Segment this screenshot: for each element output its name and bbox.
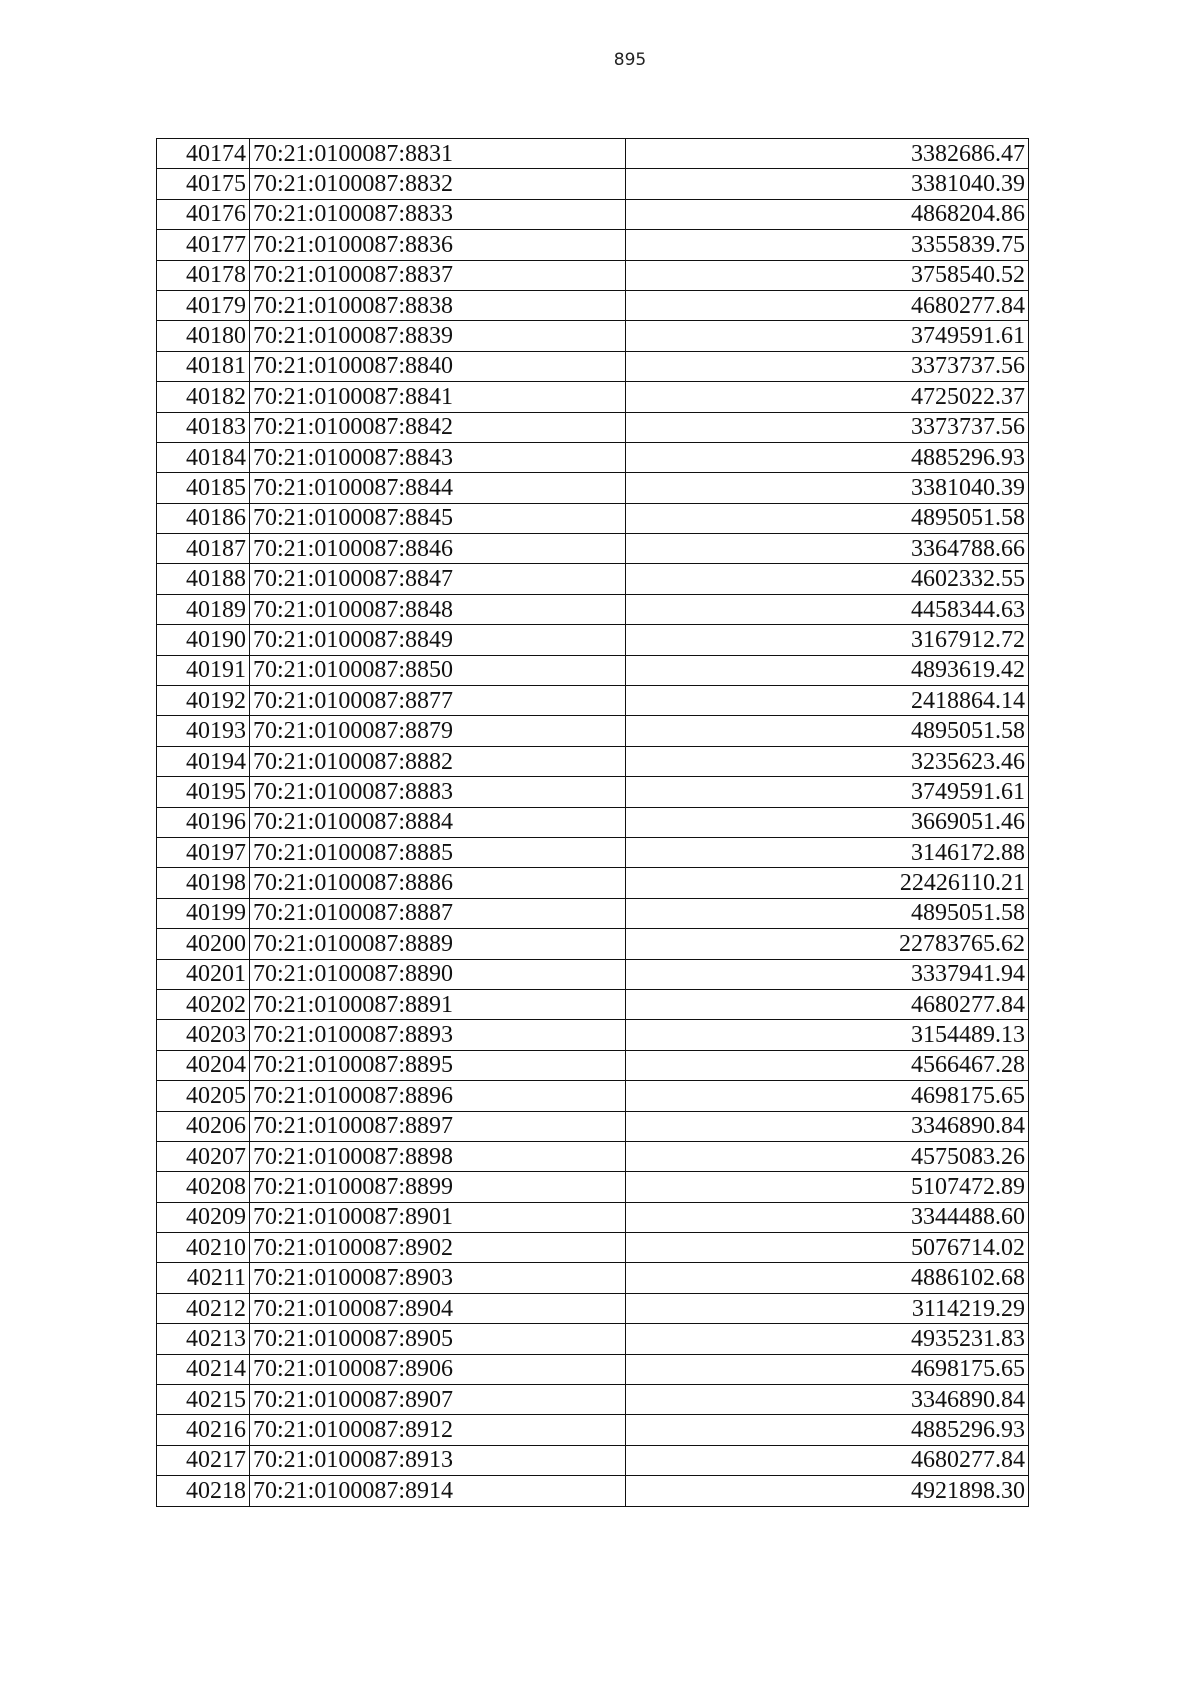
row-number-cell: 40184 [157,442,250,472]
cadastral-value-cell: 4885296.93 [626,1415,1029,1445]
table-row [157,1141,1029,1171]
cadastral-value-cell: 4893619.42 [626,655,1029,685]
row-number-cell: 40210 [157,1233,250,1263]
row-number-cell: 40177 [157,230,250,260]
cadastral-number-cell: 70:21:0100087:8912 [250,1415,626,1445]
cadastral-value-cell: 4725022.37 [626,382,1029,412]
row-number-cell: 40217 [157,1445,250,1475]
table-row [157,686,1029,716]
row-number-cell: 40174 [157,139,250,169]
cadastral-number-cell: 70:21:0100087:8891 [250,989,626,1019]
row-number-cell: 40214 [157,1354,250,1384]
cadastral-number-cell: 70:21:0100087:8899 [250,1172,626,1202]
cadastral-number-cell: 70:21:0100087:8845 [250,503,626,533]
cadastral-value-cell: 22426110.21 [626,868,1029,898]
table-row [157,473,1029,503]
table-row [157,564,1029,594]
table-row [157,442,1029,472]
cadastral-number-cell: 70:21:0100087:8904 [250,1293,626,1323]
row-number-cell: 40193 [157,716,250,746]
row-number-cell: 40209 [157,1202,250,1232]
cadastral-value-table [156,138,1029,1507]
table-row [157,807,1029,837]
cadastral-number-cell: 70:21:0100087:8839 [250,321,626,351]
table-row [157,777,1029,807]
row-number-cell: 40197 [157,837,250,867]
row-number-cell: 40201 [157,959,250,989]
cadastral-value-cell: 3373737.56 [626,412,1029,442]
table-row [157,1324,1029,1354]
cadastral-number-cell: 70:21:0100087:8898 [250,1141,626,1171]
table-body [157,139,1029,1507]
cadastral-value-cell: 4680277.84 [626,1445,1029,1475]
row-number-cell: 40198 [157,868,250,898]
cadastral-number-cell: 70:21:0100087:8906 [250,1354,626,1384]
row-number-cell: 40183 [157,412,250,442]
table-row [157,503,1029,533]
cadastral-number-cell: 70:21:0100087:8841 [250,382,626,412]
cadastral-value-cell: 3749591.61 [626,321,1029,351]
table-row [157,655,1029,685]
table-row [157,1111,1029,1141]
cadastral-number-cell: 70:21:0100087:8833 [250,199,626,229]
table-row [157,837,1029,867]
cadastral-number-cell: 70:21:0100087:8882 [250,746,626,776]
table-row [157,1385,1029,1415]
row-number-cell: 40191 [157,655,250,685]
page-number: 895 [613,50,647,70]
cadastral-number-cell: 70:21:0100087:8848 [250,594,626,624]
table-row [157,1476,1029,1506]
cadastral-value-cell: 4886102.68 [626,1263,1029,1293]
cadastral-value-cell: 3235623.46 [626,746,1029,776]
cadastral-value-cell: 4566467.28 [626,1050,1029,1080]
cadastral-number-cell: 70:21:0100087:8889 [250,929,626,959]
cadastral-value-cell: 3344488.60 [626,1202,1029,1232]
cadastral-number-cell: 70:21:0100087:8838 [250,290,626,320]
cadastral-value-cell: 22783765.62 [626,929,1029,959]
row-number-cell: 40204 [157,1050,250,1080]
cadastral-number-cell: 70:21:0100087:8901 [250,1202,626,1232]
cadastral-number-cell: 70:21:0100087:8907 [250,1385,626,1415]
table-row [157,594,1029,624]
cadastral-value-cell: 4868204.86 [626,199,1029,229]
cadastral-value-cell: 4680277.84 [626,290,1029,320]
table-row [157,534,1029,564]
cadastral-number-cell: 70:21:0100087:8883 [250,777,626,807]
row-number-cell: 40181 [157,351,250,381]
table-row [157,230,1029,260]
cadastral-number-cell: 70:21:0100087:8877 [250,686,626,716]
table-row [157,1263,1029,1293]
row-number-cell: 40216 [157,1415,250,1445]
row-number-cell: 40189 [157,594,250,624]
cadastral-number-cell: 70:21:0100087:8914 [250,1476,626,1506]
cadastral-number-cell: 70:21:0100087:8885 [250,837,626,867]
table-row [157,868,1029,898]
cadastral-number-cell: 70:21:0100087:8905 [250,1324,626,1354]
row-number-cell: 40186 [157,503,250,533]
row-number-cell: 40176 [157,199,250,229]
table-row [157,1233,1029,1263]
table-row [157,989,1029,1019]
cadastral-value-cell: 3381040.39 [626,473,1029,503]
table-row [157,412,1029,442]
row-number-cell: 40178 [157,260,250,290]
cadastral-value-cell: 3373737.56 [626,351,1029,381]
cadastral-value-cell: 4458344.63 [626,594,1029,624]
cadastral-number-cell: 70:21:0100087:8844 [250,473,626,503]
cadastral-value-cell: 4895051.58 [626,716,1029,746]
cadastral-value-cell: 4935231.83 [626,1324,1029,1354]
row-number-cell: 40208 [157,1172,250,1202]
cadastral-number-cell: 70:21:0100087:8847 [250,564,626,594]
cadastral-value-cell: 3154489.13 [626,1020,1029,1050]
row-number-cell: 40202 [157,989,250,1019]
cadastral-number-cell: 70:21:0100087:8903 [250,1263,626,1293]
row-number-cell: 40192 [157,686,250,716]
row-number-cell: 40187 [157,534,250,564]
table-row [157,1202,1029,1232]
table-row [157,290,1029,320]
cadastral-value-cell: 4680277.84 [626,989,1029,1019]
cadastral-number-cell: 70:21:0100087:8879 [250,716,626,746]
cadastral-number-cell: 70:21:0100087:8897 [250,1111,626,1141]
table-row [157,625,1029,655]
row-number-cell: 40203 [157,1020,250,1050]
cadastral-number-cell: 70:21:0100087:8843 [250,442,626,472]
table-row [157,929,1029,959]
cadastral-value-cell: 4698175.65 [626,1081,1029,1111]
table-row [157,746,1029,776]
cadastral-number-cell: 70:21:0100087:8831 [250,139,626,169]
cadastral-value-cell: 5107472.89 [626,1172,1029,1202]
row-number-cell: 40205 [157,1081,250,1111]
cadastral-number-cell: 70:21:0100087:8849 [250,625,626,655]
cadastral-number-cell: 70:21:0100087:8837 [250,260,626,290]
table-row [157,199,1029,229]
row-number-cell: 40188 [157,564,250,594]
cadastral-value-cell: 4575083.26 [626,1141,1029,1171]
row-number-cell: 40190 [157,625,250,655]
table-row [157,898,1029,928]
row-number-cell: 40196 [157,807,250,837]
cadastral-number-cell: 70:21:0100087:8896 [250,1081,626,1111]
table-row [157,1172,1029,1202]
cadastral-number-cell: 70:21:0100087:8884 [250,807,626,837]
cadastral-value-cell: 4895051.58 [626,503,1029,533]
cadastral-value-cell: 4921898.30 [626,1476,1029,1506]
cadastral-value-cell: 4698175.65 [626,1354,1029,1384]
cadastral-number-cell: 70:21:0100087:8886 [250,868,626,898]
cadastral-value-cell: 2418864.14 [626,686,1029,716]
table-row [157,169,1029,199]
cadastral-value-cell: 3146172.88 [626,837,1029,867]
table-row [157,716,1029,746]
table-row [157,959,1029,989]
table-row [157,1415,1029,1445]
cadastral-value-cell: 3346890.84 [626,1111,1029,1141]
cadastral-value-cell: 3167912.72 [626,625,1029,655]
row-number-cell: 40175 [157,169,250,199]
cadastral-number-cell: 70:21:0100087:8890 [250,959,626,989]
table-row [157,382,1029,412]
row-number-cell: 40218 [157,1476,250,1506]
table-row [157,1020,1029,1050]
cadastral-number-cell: 70:21:0100087:8895 [250,1050,626,1080]
row-number-cell: 40200 [157,929,250,959]
row-number-cell: 40215 [157,1385,250,1415]
cadastral-value-cell: 4885296.93 [626,442,1029,472]
table-row [157,1445,1029,1475]
table-row [157,1293,1029,1323]
cadastral-value-cell: 3346890.84 [626,1385,1029,1415]
row-number-cell: 40211 [157,1263,250,1293]
row-number-cell: 40213 [157,1324,250,1354]
table-row [157,139,1029,169]
row-number-cell: 40206 [157,1111,250,1141]
table-row [157,1050,1029,1080]
row-number-cell: 40182 [157,382,250,412]
row-number-cell: 40179 [157,290,250,320]
cadastral-number-cell: 70:21:0100087:8887 [250,898,626,928]
cadastral-value-cell: 3381040.39 [626,169,1029,199]
row-number-cell: 40199 [157,898,250,928]
cadastral-value-cell: 3364788.66 [626,534,1029,564]
cadastral-number-cell: 70:21:0100087:8893 [250,1020,626,1050]
cadastral-number-cell: 70:21:0100087:8902 [250,1233,626,1263]
cadastral-value-cell: 4895051.58 [626,898,1029,928]
cadastral-value-cell: 3355839.75 [626,230,1029,260]
cadastral-value-cell: 4602332.55 [626,564,1029,594]
cadastral-number-cell: 70:21:0100087:8850 [250,655,626,685]
table-row [157,1354,1029,1384]
cadastral-value-cell: 3382686.47 [626,139,1029,169]
row-number-cell: 40180 [157,321,250,351]
row-number-cell: 40212 [157,1293,250,1323]
cadastral-number-cell: 70:21:0100087:8913 [250,1445,626,1475]
row-number-cell: 40207 [157,1141,250,1171]
cadastral-number-cell: 70:21:0100087:8832 [250,169,626,199]
table-row [157,260,1029,290]
table-row [157,351,1029,381]
row-number-cell: 40194 [157,746,250,776]
cadastral-number-cell: 70:21:0100087:8846 [250,534,626,564]
cadastral-value-cell: 3669051.46 [626,807,1029,837]
cadastral-number-cell: 70:21:0100087:8836 [250,230,626,260]
cadastral-value-cell: 3749591.61 [626,777,1029,807]
cadastral-number-cell: 70:21:0100087:8842 [250,412,626,442]
row-number-cell: 40195 [157,777,250,807]
cadastral-number-cell: 70:21:0100087:8840 [250,351,626,381]
table-row [157,1081,1029,1111]
row-number-cell: 40185 [157,473,250,503]
cadastral-value-cell: 3337941.94 [626,959,1029,989]
cadastral-value-cell: 3114219.29 [626,1293,1029,1323]
table-row [157,321,1029,351]
cadastral-value-cell: 3758540.52 [626,260,1029,290]
cadastral-value-cell: 5076714.02 [626,1233,1029,1263]
